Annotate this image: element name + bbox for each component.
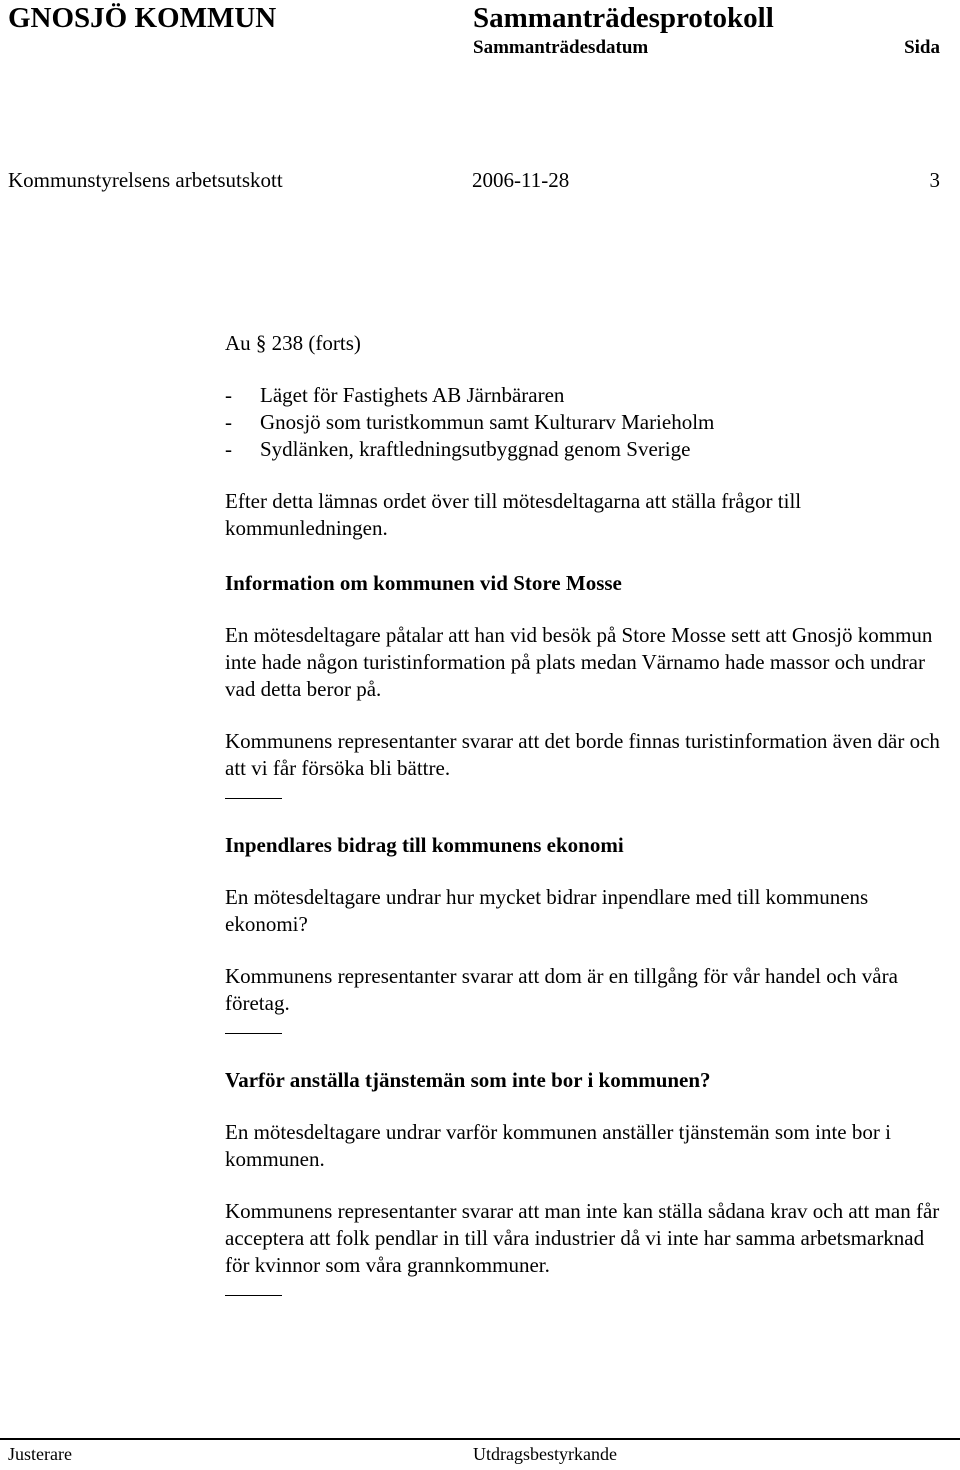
meeting-date: 2006-11-28	[472, 168, 570, 192]
meeting-date-label: Sammanträdesdatum	[473, 37, 649, 58]
section-reference: Au § 238 (forts)	[225, 331, 361, 355]
agenda-list	[225, 382, 950, 463]
page-number: 3	[929, 168, 940, 192]
section-separator	[225, 1033, 282, 1034]
section-heading: Inpendlares bidrag till kommunens ekonomi	[225, 833, 624, 857]
intro-paragraph: Efter detta lämnas ordet över till mötesdeltagarna att ställa frågor till kommunledningen.	[225, 489, 802, 540]
answer-paragraph: Kommunens representanter svarar att dom är en tillgång för vår handel och våra företag.	[225, 964, 898, 1015]
question-paragraph: En mötesdeltagare undrar hur mycket bidrar inpendlare med till kommunens ekonomi?	[225, 885, 869, 936]
question-paragraph: En mötesdeltagare påtalar att han vid besök på Store Mosse sett att Gnosjö kommun inte hade någon turistinformation på plats medan Värnamo hade massor och undrar vad detta beror på.	[225, 623, 933, 701]
list-item-text: Läget för Fastighets AB Järnbäraren	[260, 383, 565, 407]
protocol-body	[225, 330, 950, 1329]
document-title: Sammanträdesprotokoll	[473, 2, 774, 34]
municipality-name: GNOSJÖ KOMMUN	[8, 2, 277, 34]
list-item-text: Gnosjö som turistkommun samt Kulturarv Marieholm	[260, 410, 715, 434]
page-label: Sida	[904, 37, 940, 58]
answer-paragraph: Kommunens representanter svarar att man inte kan ställa sådana krav och att man får acceptera att folk pendlar in till våra industrier då vi inte har samma arbetsmarknad för kvinnor som våra grannkommuner.	[225, 1199, 940, 1277]
section-separator	[225, 1295, 282, 1296]
list-item: - Sydlänken, kraftledningsutbyggnad genom Sverige	[225, 437, 691, 461]
section-heading: Information om kommunen vid Store Mosse	[225, 571, 622, 595]
committee-name: Kommunstyrelsens arbetsutskott	[8, 168, 283, 192]
footer-adjuster-label: Justerare	[8, 1444, 72, 1464]
answer-paragraph: Kommunens representanter svarar att det borde finnas turistinformation även där och att vi får försöka bli bättre.	[225, 729, 940, 780]
footer-divider	[0, 1438, 960, 1440]
footer-certification-label: Utdragsbestyrkande	[473, 1444, 617, 1464]
question-paragraph: En mötesdeltagare undrar varför kommunen anställer tjänstemän som inte bor i kommunen.	[225, 1120, 891, 1171]
section-heading: Varför anställa tjänstemän som inte bor i kommunen?	[225, 1068, 711, 1092]
list-item: - Gnosjö som turistkommun samt Kulturarv Marieholm	[225, 410, 715, 434]
list-item: - Läget för Fastighets AB Järnbäraren	[225, 383, 565, 407]
section-separator	[225, 798, 282, 799]
list-item-text: Sydlänken, kraftledningsutbyggnad genom Sverige	[260, 437, 691, 461]
